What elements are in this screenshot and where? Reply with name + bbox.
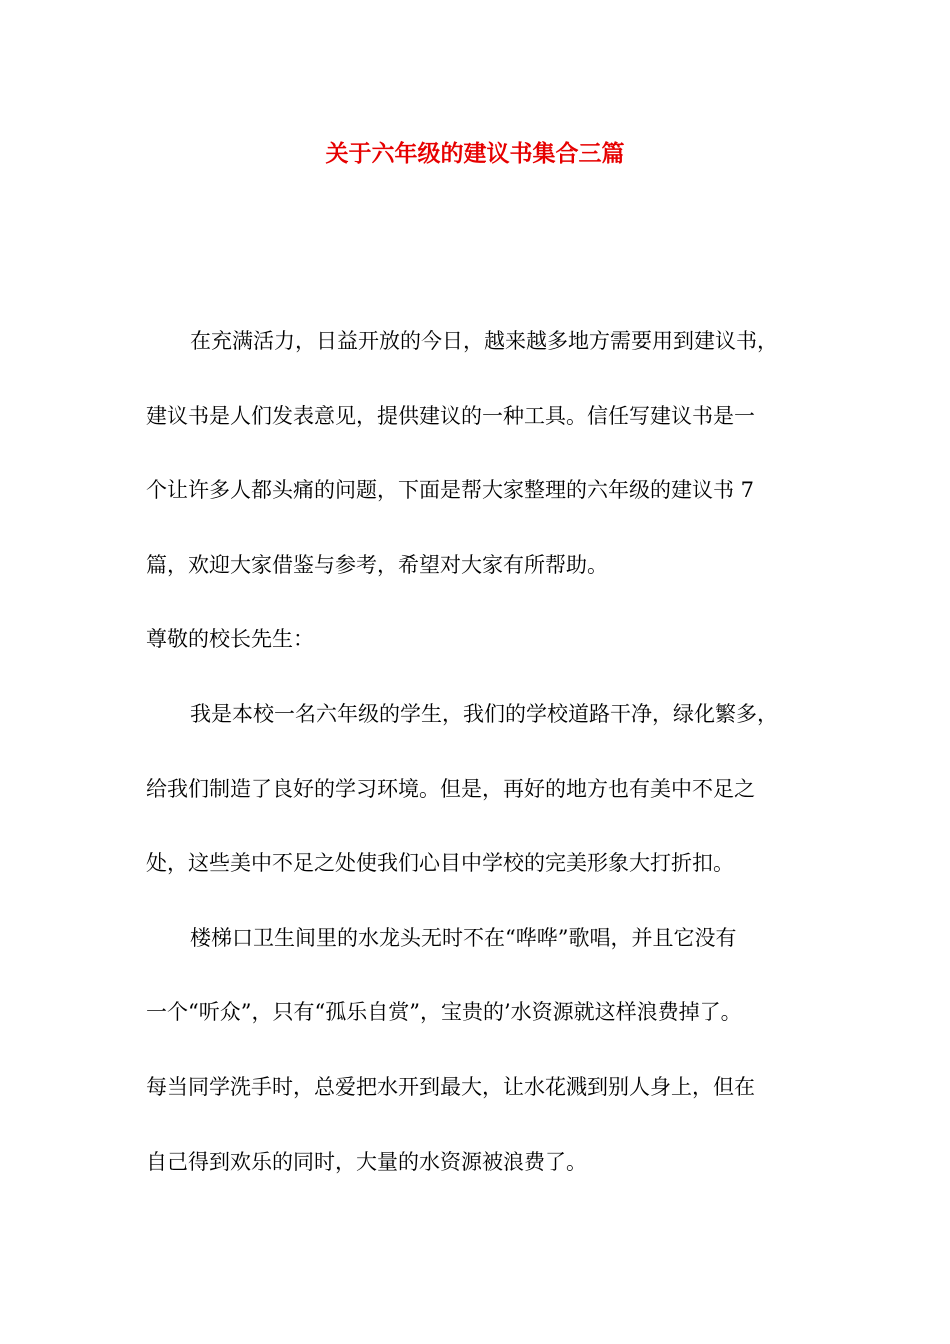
paragraph-line: 一个“听众”，只有“孤乐自赏”，宝贵的’水资源就这样浪费掉了。: [146, 1000, 742, 1025]
document-title: 关于六年级的建议书集合三篇: [325, 141, 625, 167]
paragraph-line: 处，这些美中不足之处使我们心目中学校的完美形象大打折扣。: [146, 851, 734, 876]
paragraph-line: 每当同学洗手时，总爱把水开到最大，让水花溅到别人身上，但在: [146, 1074, 755, 1099]
paragraph-line: 个让许多人都头痛的问题，下面是帮大家整理的六年级的建议书 7: [146, 478, 755, 503]
paragraph-line: 建议书是人们发表意见，提供建议的一种工具。信任写建议书是一: [146, 403, 755, 428]
document-body: [146, 326, 818, 1221]
salutation-line: 尊敬的校长先生：: [146, 627, 314, 652]
paragraph-line: 我是本校一名六年级的学生，我们的学校道路干净，绿化繁多，: [190, 701, 778, 726]
paragraph-line: 自己得到欢乐的同时，大量的水资源被浪费了。: [146, 1149, 587, 1174]
paragraph-line: 篇，欢迎大家借鉴与参考，希望对大家有所帮助。: [146, 552, 608, 577]
paragraph-line: 楼梯口卫生间里的水龙头无时不在“哗哗”歌唱，并且它没有: [190, 925, 737, 950]
paragraph-line: 给我们制造了良好的学习环境。但是，再好的地方也有美中不足之: [146, 776, 755, 801]
paragraph-line: 在充满活力，日益开放的今日，越来越多地方需要用到建议书，: [190, 329, 778, 353]
